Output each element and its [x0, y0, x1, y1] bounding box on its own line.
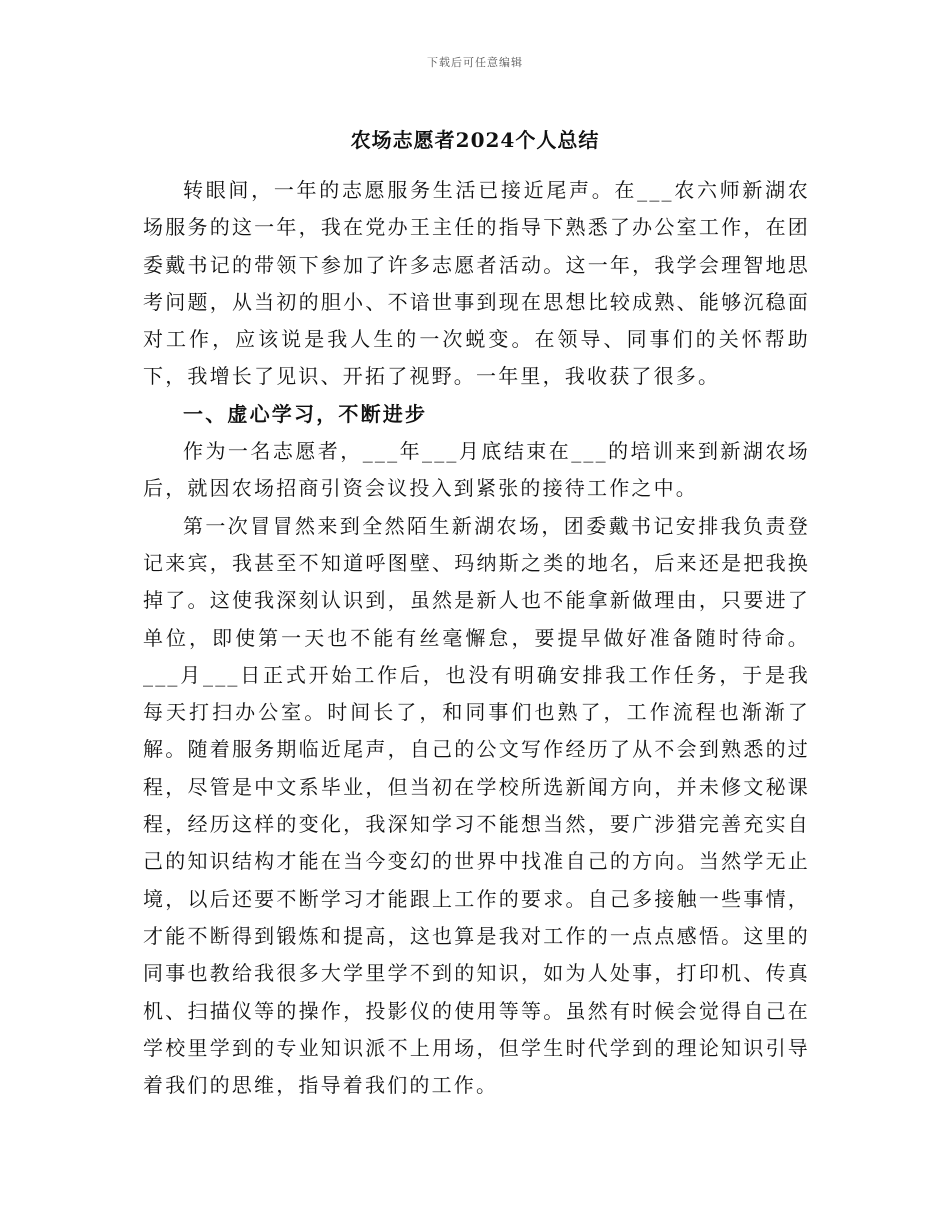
body-paragraph-1: 作为一名志愿者，___年___月底结束在___的培训来到新湖农场后，就因农场招商引资会议投入到紧张的接待工作之中。: [143, 439, 810, 501]
section-heading: 一、虚心学习，不断进步: [183, 401, 428, 426]
body-paragraph-2: 第一次冒冒然来到全然陌生新湖农场，团委戴书记安排我负责登记来宾，我甚至不知道呼图壁、玛纳斯之类的地名，后来还是把我换掉了。这使我深刻认识到，虽然是新人也不能拿新做理由，只要进了单位，即使第一天也不能有丝毫懈怠，要提早做好准备随时待命。___月___日正式开始工作后，也没有明确安排我工作任务，于是我每天打扫办公室。时间长了，和同事们也熟了，工作流程也渐渐了解。随着服务期临近尾声，自己的公文写作经历了从不会到熟悉的过程，尽管是中文系毕业，但当初在学校所选新闻方向，并未修文秘课程，经历这样的变化，我深知学习不能想当然，要广涉猎完善充实自己的知识结构才能在当今变幻的世界中找准自己的方向。当然学无止境，以后还要不断学习才能跟上工作的要求。自己多接触一些事情，才能不断得到锻炼和提高，这也算是我对工作的一点点感悟。这里的同事也教给我很多大学里学不到的知识，如为人处事，打印机、传真机、扫描仪等的操作，投影仪的使用等等。虽然有时候会觉得自己在学校里学到的专业知识派不上用场，但学生时代学到的理论知识引导着我们的思维，指导着我们的工作。: [143, 513, 810, 1098]
document-body: [143, 172, 810, 1104]
header-note: 下载后可任意编辑: [427, 56, 523, 69]
document-title: 农场志愿者2024个人总结: [350, 128, 600, 152]
intro-paragraph: 转眼间，一年的志愿服务生活已接近尾声。在___农六师新湖农场服务的这一年，我在党办王主任的指导下熟悉了办公室工作，在团委戴书记的带领下参加了许多志愿者活动。这一年，我学会理智地思考问题，从当初的胆小、不谙世事到现在思想比较成熟、能够沉稳面对工作，应该说是我人生的一次蜕变。在领导、同事们的关怀帮助下，我增长了见识、开拓了视野。一年里，我收获了很多。: [143, 178, 810, 389]
